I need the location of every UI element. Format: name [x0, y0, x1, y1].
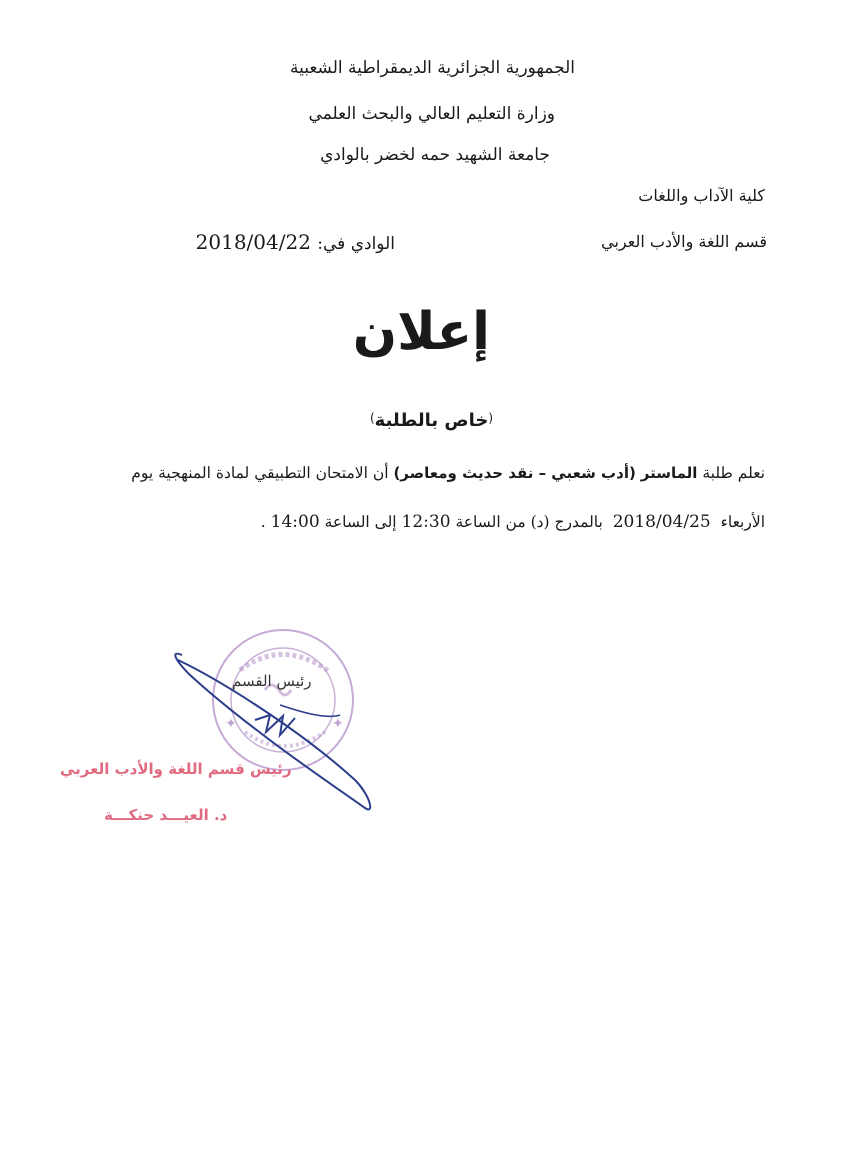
body-line1-bold1: الماستر [640, 464, 698, 482]
body-line1-pre: نعلم طلبة [702, 464, 765, 482]
body-line2-place: بالمدرج (د) من الساعة [455, 513, 603, 531]
svg-text:✦: ✦ [332, 716, 344, 732]
university-header: جامعة الشهيد حمه لخضر بالوادي [320, 145, 550, 165]
announcement-title: إعلان [352, 302, 490, 362]
body-line2-from: 12:30 [401, 512, 451, 532]
date-label: الوادي في: [317, 234, 395, 254]
body-line-2 [261, 512, 765, 532]
body-line2-to: 14:00 [270, 512, 320, 532]
subtitle-close-paren: ) [369, 411, 375, 425]
ministry-header: وزارة التعليم العالي والبحث العلمي [308, 104, 555, 124]
faculty-header: كلية الآداب واللغات [638, 186, 765, 205]
date-line [196, 230, 395, 254]
department-head-label: رئيس القسم [232, 672, 312, 690]
department-header: قسم اللغة والأدب العربي [601, 232, 767, 251]
body-line2-end: . [260, 513, 266, 531]
announcement-subtitle [370, 410, 493, 431]
body-line2-date: 2018/04/25 [612, 512, 711, 532]
seal-name-text: د. العيـــد حنكـــة [104, 806, 228, 824]
body-line1-bold2: (أدب شعبي – نقد حديث ومعاصر) [393, 464, 636, 482]
body-line2-to-label: إلى الساعة [324, 513, 397, 531]
svg-text:✦: ✦ [225, 716, 237, 732]
subtitle-open-paren: ( [488, 411, 493, 425]
body-line1-post: أن الامتحان التطبيقي لمادة المنهجية يوم [131, 464, 389, 482]
signature-stamp-graphic [40, 620, 400, 860]
date-value: 2018/04/22 [195, 230, 311, 254]
body-line-1 [131, 464, 765, 482]
subtitle-text: خاص بالطلبة [374, 410, 489, 431]
body-line2-day: الأربعاء [720, 513, 765, 531]
seal-role-text: رئيس قسم اللغة والأدب العربي [60, 760, 292, 778]
republic-header: الجمهورية الجزائرية الديمقراطية الشعبية [289, 58, 575, 78]
